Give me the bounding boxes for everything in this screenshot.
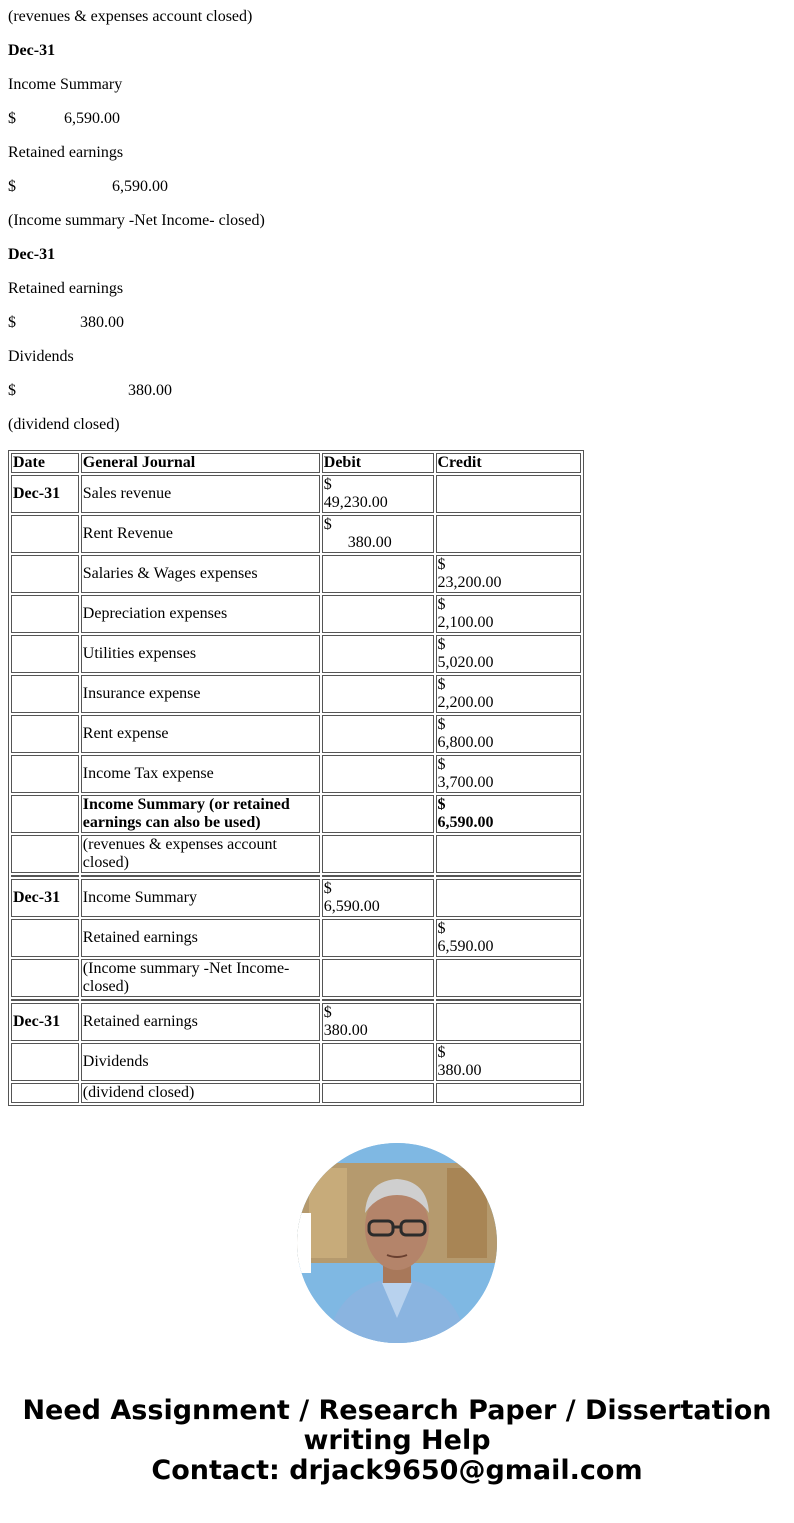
entry2-note: (Income summary -Net Income- closed) [8, 212, 265, 229]
author-photo [297, 1143, 497, 1343]
row-account-cell: (Income summary -Net Income- closed) [81, 959, 320, 997]
row-account-cell: (revenues & expenses account closed) [81, 835, 320, 873]
entry2-debit-amount: $ 6,590.00 [8, 110, 120, 127]
row-credit-cell: $ 23,200.00 [436, 555, 582, 593]
table-row [11, 715, 581, 753]
row-account-cell: Retained earnings [81, 1003, 320, 1041]
header-credit: Credit [436, 453, 582, 473]
row-debit-cell: $ 380.00 [322, 1003, 434, 1041]
row-credit-cell: $ 6,590.00 [436, 795, 582, 833]
row-credit-cell [436, 959, 582, 997]
row-debit-cell [322, 1083, 434, 1103]
row-date-cell: Dec-31 [11, 475, 79, 513]
row-credit-cell: $ 2,200.00 [436, 675, 582, 713]
row-account-cell: Income Tax expense [81, 755, 320, 793]
row-debit-cell [322, 595, 434, 633]
promo-line-1: Need Assignment / Research Paper / Dissertation [22, 1395, 772, 1426]
promo-contact: Contact: drjack9650@gmail.com [151, 1455, 643, 1486]
row-credit-cell [436, 475, 582, 513]
row-credit-cell [436, 835, 582, 873]
row-date-cell: Dec-31 [11, 879, 79, 917]
table-row [11, 515, 581, 553]
row-credit-cell [436, 515, 582, 553]
row-account-cell: Insurance expense [81, 675, 320, 713]
row-date-cell [11, 959, 79, 997]
intro-text [0, 0, 794, 434]
row-debit-cell [322, 715, 434, 753]
table-row [11, 755, 581, 793]
table-row [11, 1043, 581, 1081]
table-row [11, 795, 581, 833]
header-debit: Debit [322, 453, 434, 473]
header-date: Date [11, 453, 79, 473]
row-credit-cell: $ 6,590.00 [436, 919, 582, 957]
entry3-debit-account: Retained earnings [8, 280, 124, 297]
row-debit-cell: $ 6,590.00 [322, 879, 434, 917]
table-row [11, 835, 581, 873]
row-credit-cell: $ 380.00 [436, 1043, 582, 1081]
entry3-debit-amount: $ 380.00 [8, 314, 124, 331]
row-debit-cell [322, 835, 434, 873]
entry3-date: Dec-31 [8, 246, 56, 263]
row-date-cell [11, 675, 79, 713]
row-credit-cell: $ 6,800.00 [436, 715, 582, 753]
row-debit-cell [322, 795, 434, 833]
row-date-cell: Dec-31 [11, 1003, 79, 1041]
row-credit-cell: $ 2,100.00 [436, 595, 582, 633]
general-journal-table [8, 450, 584, 1106]
row-credit-cell: $ 3,700.00 [436, 755, 582, 793]
row-debit-cell [322, 959, 434, 997]
row-date-cell [11, 755, 79, 793]
row-date-cell [11, 595, 79, 633]
row-debit-cell [322, 755, 434, 793]
row-account-cell: Rent Revenue [81, 515, 320, 553]
entry3-credit-amount: $ 380.00 [8, 382, 172, 399]
row-account-cell: Sales revenue [81, 475, 320, 513]
row-debit-cell [322, 555, 434, 593]
row-date-cell [11, 555, 79, 593]
table-row [11, 595, 581, 633]
header-general-journal: General Journal [81, 453, 320, 473]
row-date-cell [11, 835, 79, 873]
author-photo-wrap [0, 1143, 794, 1348]
row-debit-cell: $ 49,230.00 [322, 475, 434, 513]
promo-line-2: writing Help [303, 1425, 491, 1456]
promo-banner [0, 1396, 794, 1486]
table-row [11, 879, 581, 917]
row-date-cell [11, 635, 79, 673]
entry-separator [11, 875, 581, 877]
row-account-cell: Rent expense [81, 715, 320, 753]
table-row [11, 1083, 581, 1103]
table-row [11, 555, 581, 593]
row-account-cell: Income Summary [81, 879, 320, 917]
entry2-credit-account: Retained earnings [8, 144, 124, 161]
row-debit-cell [322, 919, 434, 957]
row-credit-cell: $ 5,020.00 [436, 635, 582, 673]
row-credit-cell [436, 1003, 582, 1041]
row-debit-cell: $ 380.00 [322, 515, 434, 553]
row-account-cell: Retained earnings [81, 919, 320, 957]
entry1-note: (revenues & expenses account closed) [8, 8, 253, 25]
row-date-cell [11, 1043, 79, 1081]
row-account-cell: Utilities expenses [81, 635, 320, 673]
entry3-note: (dividend closed) [8, 416, 120, 433]
row-account-cell: (dividend closed) [81, 1083, 320, 1103]
table-row [11, 635, 581, 673]
row-account-cell: Salaries & Wages expenses [81, 555, 320, 593]
table-row [11, 1003, 581, 1041]
table-body [11, 475, 581, 1103]
row-debit-cell [322, 635, 434, 673]
row-account-cell: Depreciation expenses [81, 595, 320, 633]
entry2-debit-account: Income Summary [8, 76, 123, 93]
entry3-credit-account: Dividends [8, 348, 74, 365]
table-row [11, 959, 581, 997]
row-account-cell: Income Summary (or retained earnings can also be used) [81, 795, 320, 833]
row-debit-cell [322, 675, 434, 713]
row-date-cell [11, 795, 79, 833]
row-debit-cell [322, 1043, 434, 1081]
row-credit-cell [436, 879, 582, 917]
row-date-cell [11, 919, 79, 957]
table-row [11, 475, 581, 513]
row-date-cell [11, 1083, 79, 1103]
row-account-cell: Dividends [81, 1043, 320, 1081]
row-date-cell [11, 715, 79, 753]
entry2-credit-amount: $ 6,590.00 [8, 178, 168, 195]
entry-separator [11, 999, 581, 1001]
table-header-row [11, 453, 581, 473]
table-row [11, 919, 581, 957]
row-credit-cell [436, 1083, 582, 1103]
row-date-cell [11, 515, 79, 553]
table-row [11, 675, 581, 713]
entry2-date: Dec-31 [8, 42, 56, 59]
